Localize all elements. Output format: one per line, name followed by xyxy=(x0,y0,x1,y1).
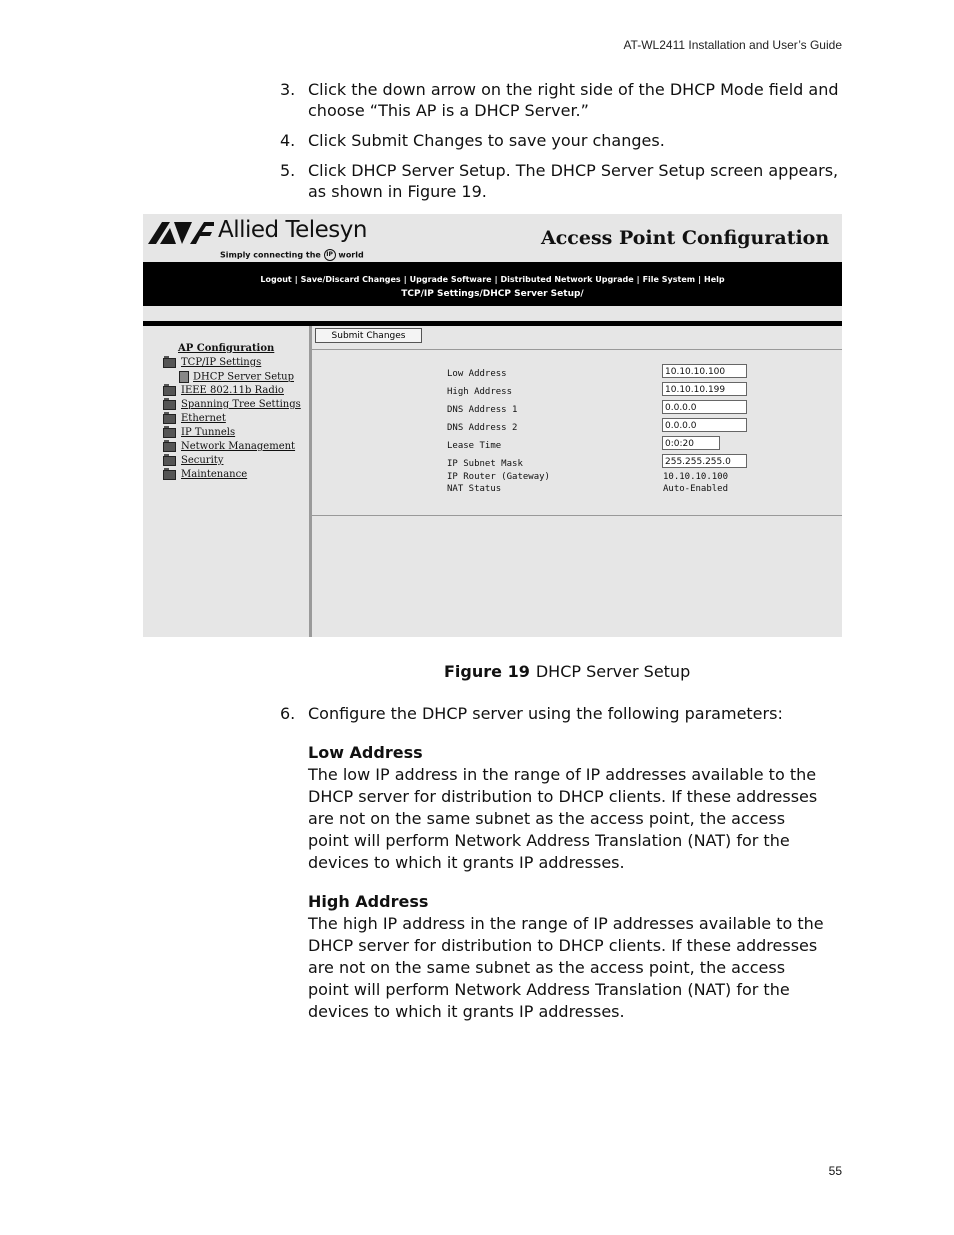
nav-save-discard[interactable]: Save/Discard Changes xyxy=(300,275,401,284)
running-header: AT-WL2411 Installation and User’s Guide xyxy=(623,38,842,52)
param-heading: Low Address xyxy=(308,743,423,762)
ip-router-value: 10.10.10.100 xyxy=(663,472,729,482)
sidebar-item-label: DHCP Server Setup xyxy=(193,371,295,383)
divider xyxy=(312,515,842,516)
nav-separator: | xyxy=(403,275,407,284)
page-number: 55 xyxy=(828,1164,842,1178)
sidebar-item-label: Spanning Tree Settings xyxy=(181,399,301,410)
page-icon xyxy=(179,371,189,383)
param-description: The low IP address in the range of IP addresses available to the DHCP server for distribution to DHCP clients. If these addresses are not on the same subnet as the access point, the access point will perform Network Address Translation (NAT) for the devices to which it grants IP addresses. xyxy=(308,765,818,872)
nav-upgrade-software[interactable]: Upgrade Software xyxy=(409,275,492,284)
dns-address-1-label: DNS Address 1 xyxy=(447,405,518,415)
logo-tag-after: world xyxy=(338,250,364,260)
sidebar-item-label: Ethernet xyxy=(181,413,226,424)
folder-icon xyxy=(163,414,176,424)
nav-distributed-upgrade[interactable]: Distributed Network Upgrade xyxy=(500,275,634,284)
step-4 xyxy=(280,130,840,151)
high-address-label: High Address xyxy=(447,387,513,397)
step-number: 3. xyxy=(280,80,296,99)
submit-changes-button[interactable]: Submit Changes xyxy=(315,328,422,343)
sidebar-item-security[interactable] xyxy=(163,455,223,466)
main-panel xyxy=(312,326,842,637)
param-low-address xyxy=(308,742,828,874)
breadcrumb: TCP/IP Settings/DHCP Server Setup/ xyxy=(401,289,584,299)
sidebar-item-label: Security xyxy=(181,455,224,466)
logo-name: Allied Telesyn xyxy=(218,217,367,243)
nav-separator: | xyxy=(636,275,640,284)
sidebar-item-maintenance[interactable] xyxy=(163,469,247,480)
lease-time-input[interactable]: 0:0:20 xyxy=(662,436,720,450)
divider xyxy=(312,349,842,350)
step-6 xyxy=(280,703,840,724)
folder-icon xyxy=(163,400,176,410)
sidebar-item-label: Maintenance xyxy=(181,469,248,480)
nav-logout[interactable]: Logout xyxy=(260,275,292,284)
nav-separator: | xyxy=(698,275,701,284)
sidebar-item-label: IEEE 802.11b Radio xyxy=(181,385,284,396)
allied-telesyn-logo-mark-icon xyxy=(148,222,214,244)
dns-address-1-input[interactable]: 0.0.0.0 xyxy=(662,400,747,414)
step-number: 5. xyxy=(280,161,296,180)
steps-list xyxy=(280,79,840,211)
nat-status-value: Auto-Enabled xyxy=(663,484,729,494)
logo-tagline xyxy=(220,249,364,261)
sidebar-item-spanning-tree[interactable] xyxy=(163,399,301,410)
sidebar-heading[interactable]: AP Configuration xyxy=(178,343,275,354)
folder-icon xyxy=(163,456,176,466)
sidebar-item-label: IP Tunnels xyxy=(181,427,236,438)
figure-caption-text: DHCP Server Setup xyxy=(535,662,691,681)
ip-circle-icon: IP xyxy=(324,249,336,261)
high-address-input[interactable]: 10.10.10.199 xyxy=(662,382,747,396)
param-description: The high IP address in the range of IP addresses available to the DHCP server for distribution to DHCP clients. If these addresses are not on the same subnet as the access point, the access point will perform Network Address Translation (NAT) for the devices to which it grants IP addresses. xyxy=(308,914,824,1021)
param-heading: High Address xyxy=(308,892,429,911)
sidebar-item-ethernet[interactable] xyxy=(163,413,226,424)
nav-bar xyxy=(143,262,842,306)
nat-status-label: NAT Status xyxy=(447,484,502,494)
sidebar-item-radio[interactable] xyxy=(163,385,284,396)
low-address-label: Low Address xyxy=(447,369,507,379)
step-number: 4. xyxy=(280,131,296,150)
dns-address-2-label: DNS Address 2 xyxy=(447,423,518,433)
step-text: Click the down arrow on the right side of the DHCP Mode field and choose “This AP is a DHCP Server.” xyxy=(308,80,839,120)
step-number: 6. xyxy=(280,704,296,723)
step-text: Click DHCP Server Setup. The DHCP Server Setup screen appears, as shown in Figure 19. xyxy=(308,161,839,201)
sidebar-item-tcpip[interactable] xyxy=(163,357,261,368)
header-strip xyxy=(143,306,842,321)
banner xyxy=(143,214,842,262)
folder-icon xyxy=(163,470,176,480)
open-folder-icon xyxy=(163,358,176,368)
step-5 xyxy=(280,160,840,202)
sidebar xyxy=(143,326,312,637)
nav-separator: | xyxy=(294,275,298,284)
ip-router-label: IP Router (Gateway) xyxy=(447,472,550,482)
step-text: Click Submit Changes to save your changes. xyxy=(308,131,665,150)
ip-subnet-mask-input[interactable]: 255.255.255.0 xyxy=(662,454,747,468)
nav-separator: | xyxy=(494,275,498,284)
dns-address-2-input[interactable]: 0.0.0.0 xyxy=(662,418,747,432)
sidebar-item-label: Network Management xyxy=(181,441,296,452)
param-high-address xyxy=(308,891,828,1023)
figure-caption xyxy=(444,662,690,681)
folder-icon xyxy=(163,442,176,452)
sidebar-item-label: TCP/IP Settings xyxy=(181,357,262,368)
sidebar-item-dhcp-server-setup[interactable] xyxy=(179,371,294,383)
nav-help[interactable]: Help xyxy=(704,275,725,284)
step-3 xyxy=(280,79,840,121)
low-address-input[interactable]: 10.10.10.100 xyxy=(662,364,747,378)
step-text: Configure the DHCP server using the following parameters: xyxy=(308,704,783,723)
sidebar-item-ip-tunnels[interactable] xyxy=(163,427,235,438)
lease-time-label: Lease Time xyxy=(447,441,502,451)
folder-icon xyxy=(163,386,176,396)
figure-label: Figure 19 xyxy=(444,662,530,681)
sidebar-item-network-management[interactable] xyxy=(163,441,295,452)
page-title: Access Point Configuration xyxy=(541,227,830,249)
nav-file-system[interactable]: File System xyxy=(642,275,696,284)
ip-subnet-mask-label: IP Subnet Mask xyxy=(447,459,523,469)
logo-tag-before: Simply connecting the xyxy=(220,250,321,260)
figure-screenshot xyxy=(143,214,842,637)
folder-icon xyxy=(163,428,176,438)
nav-links xyxy=(143,275,842,284)
